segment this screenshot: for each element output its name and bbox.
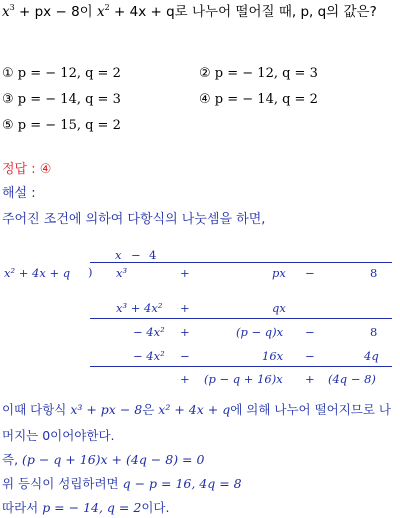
row1-qx: qx bbox=[272, 301, 286, 315]
choice-5-number: ⑤ bbox=[2, 118, 14, 133]
row2-8: 8 bbox=[370, 325, 378, 339]
choice-4-text: p = − 14, q = 2 bbox=[214, 92, 318, 107]
answer-value: ④ bbox=[39, 162, 52, 177]
choice-3-text: p = − 14, q = 3 bbox=[17, 92, 121, 107]
conclusion-1b: x³ + px − 8 bbox=[70, 402, 143, 417]
row1-x3-4x2: x³ + 4x² bbox=[116, 301, 163, 315]
question-x2: x bbox=[97, 4, 105, 20]
divisor: x² + 4x + q bbox=[4, 266, 71, 280]
choice-3-number: ③ bbox=[2, 92, 14, 107]
row1-rule bbox=[90, 318, 392, 319]
remainder-plus: + bbox=[180, 372, 190, 386]
choice-1-text: p = − 12, q = 2 bbox=[17, 66, 121, 81]
dividend-plus: + bbox=[180, 266, 190, 280]
row2-pq-x: (p − q)x bbox=[236, 325, 284, 339]
dividend-8: 8 bbox=[370, 266, 378, 280]
choice-5-text: p = − 15, q = 2 bbox=[17, 118, 121, 133]
conclusion-3a: 즉, bbox=[2, 452, 23, 467]
conclusion-line-2: 머지는 0이어야한다. bbox=[2, 428, 115, 443]
quotient-x: x bbox=[115, 248, 122, 262]
row3-rule bbox=[90, 366, 392, 367]
row3-minus2: − bbox=[305, 349, 315, 363]
dividend-px: px bbox=[272, 266, 286, 280]
conclusion-1e: 에 의해 나누어 떨어지므로 나 bbox=[230, 402, 391, 417]
conclusion-4b: q − p = 16, 4q = 8 bbox=[122, 476, 242, 491]
conclusion-1c: 은 bbox=[142, 402, 159, 417]
answer-line bbox=[2, 162, 51, 178]
row2-4x2: − 4x² bbox=[133, 325, 165, 339]
question-end: + 4x + q로 나누어 떨어질 때, p, q의 값은? bbox=[109, 4, 377, 20]
row2-plus: + bbox=[180, 325, 190, 339]
row3-4x2: − 4x² bbox=[133, 349, 165, 363]
choice-5[interactable] bbox=[2, 118, 121, 133]
conclusion-line-1 bbox=[2, 402, 391, 418]
conclusion-5c: 이다. bbox=[141, 500, 170, 515]
dividend-minus: − bbox=[305, 266, 315, 280]
conclusion-line-5 bbox=[2, 500, 169, 516]
choice-1[interactable] bbox=[2, 66, 121, 81]
remainder-const: (4q − 8) bbox=[328, 372, 376, 386]
choice-2-text: p = − 12, q = 3 bbox=[214, 66, 318, 81]
quotient-4: 4 bbox=[149, 248, 157, 262]
conclusion-1d: x² + 4x + q bbox=[158, 402, 231, 417]
choice-3[interactable] bbox=[2, 92, 121, 107]
conclusion-line-3 bbox=[2, 452, 204, 468]
explanation-intro: 주어진 조건에 의하여 다항식의 나눗셈을 하면, bbox=[2, 212, 266, 227]
question-exp2: 2 bbox=[104, 3, 110, 12]
choice-4-number: ④ bbox=[199, 92, 211, 107]
choice-2-number: ② bbox=[199, 66, 211, 81]
question-exp3: 3 bbox=[9, 3, 15, 12]
row1-plus: + bbox=[180, 301, 190, 315]
question-mid: + px − 8이 bbox=[14, 4, 97, 20]
explanation-label: 해설 : bbox=[2, 186, 36, 201]
remainder-plus2: + bbox=[305, 372, 315, 386]
choice-4[interactable] bbox=[199, 92, 318, 107]
choice-2[interactable] bbox=[199, 66, 318, 81]
remainder-x-term: (p − q + 16)x bbox=[204, 372, 283, 386]
question-x: x bbox=[2, 4, 10, 20]
answer-label: 정답 : bbox=[2, 162, 40, 177]
row2-minus: − bbox=[305, 325, 315, 339]
question-text bbox=[2, 4, 377, 20]
row3-4q: 4q bbox=[364, 349, 379, 363]
conclusion-5b: p = − 14, q = 2 bbox=[42, 500, 142, 515]
conclusion-1a: 이때 다항식 bbox=[2, 402, 71, 417]
dividend-x3: x³ bbox=[116, 266, 128, 280]
quotient-minus: − bbox=[131, 248, 141, 262]
row3-minus: − bbox=[180, 349, 190, 363]
division-bracket: ) bbox=[88, 265, 93, 279]
conclusion-4a: 위 등식이 성립하려면 bbox=[2, 476, 123, 491]
division-bar bbox=[90, 262, 392, 263]
conclusion-5a: 따라서 bbox=[2, 500, 43, 515]
row3-16x: 16x bbox=[262, 349, 284, 363]
choice-1-number: ① bbox=[2, 66, 14, 81]
conclusion-line-4 bbox=[2, 476, 242, 492]
conclusion-3b: (p − q + 16)x + (4q − 8) = 0 bbox=[22, 452, 205, 467]
